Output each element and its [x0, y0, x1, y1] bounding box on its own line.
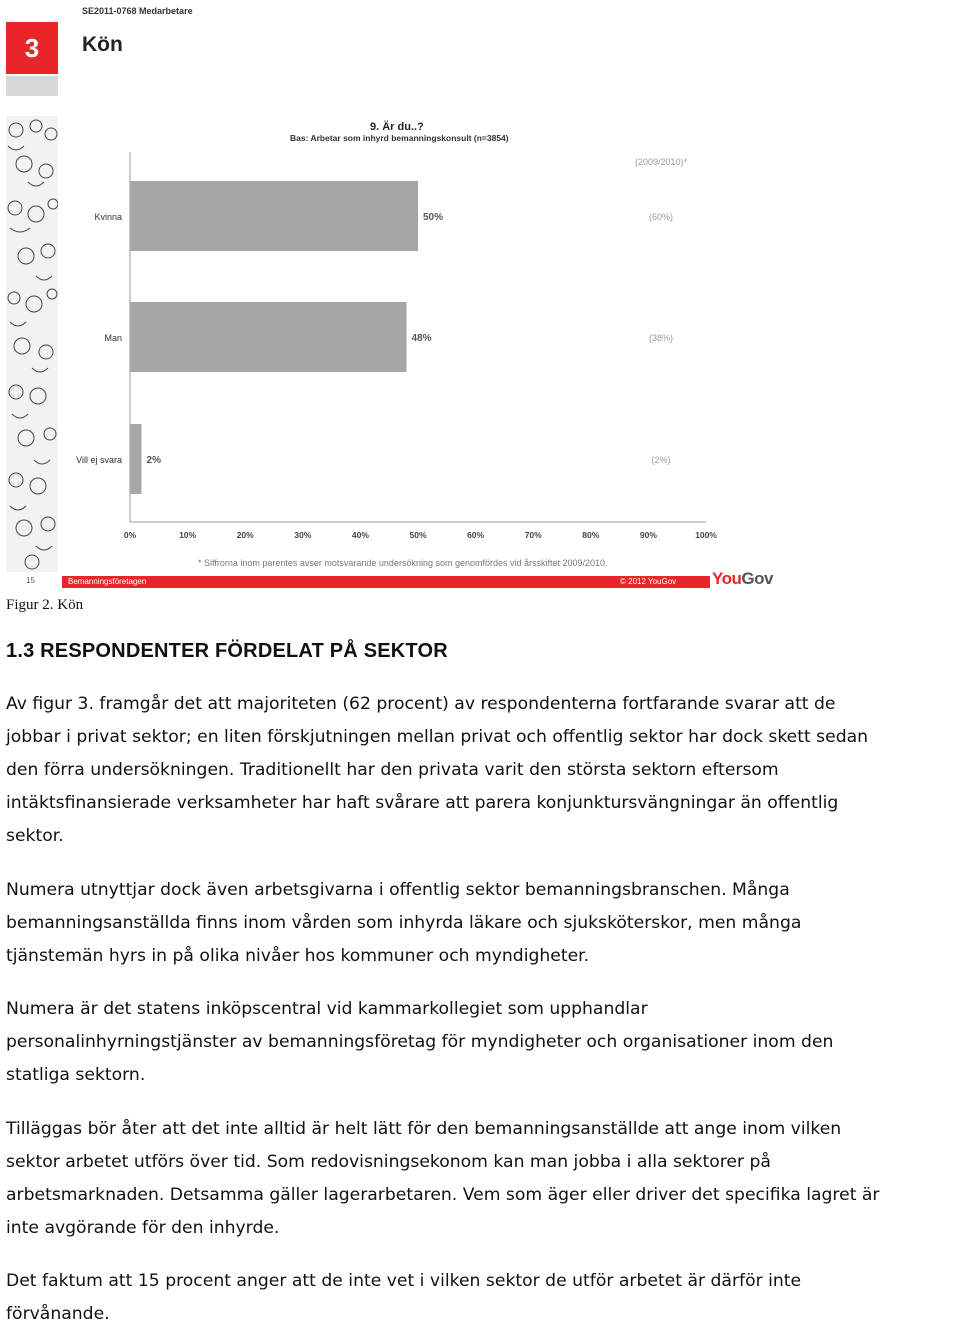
slide-number-badge: 3	[6, 22, 58, 74]
x-tick-label: 70%	[524, 530, 542, 540]
paragraph-5	[6, 1265, 960, 1331]
paragraph-4	[6, 1113, 960, 1245]
bar-3	[130, 424, 142, 494]
paragraph-2	[6, 874, 960, 973]
logo-you: You	[712, 569, 742, 588]
bar-2	[130, 302, 406, 372]
chart-footnote: * Siffrorna inom parentes avser motsvarande undersökning som genomfördes vid årsskiftet 2009/2010.	[198, 558, 608, 568]
chart-subtitle: Bas: Arbetar som inhyrd bemanningskonsult (n=3854)	[290, 133, 509, 143]
value-label: 50%	[423, 212, 444, 223]
figure-caption: Figur 2. Kön	[6, 597, 84, 613]
yougov-logo	[712, 569, 773, 589]
paragraph-line: sektor.	[6, 826, 64, 846]
logo-gov: Gov	[741, 569, 773, 588]
comparison-label: (60%)	[648, 212, 674, 222]
paragraph-1	[6, 688, 960, 853]
bar-1	[130, 181, 418, 251]
x-tick-label: 50%	[409, 530, 427, 540]
paragraph-line: inte avgörande för den inhyrde.	[6, 1218, 280, 1238]
paragraph-line: den förra undersökningen. Traditionellt har den privata varit den största sektorn eftersom	[6, 760, 779, 780]
comparison-header: (2009/2010)*	[634, 157, 688, 167]
x-tick-label: 0%	[123, 530, 137, 540]
category-label: Man	[104, 333, 122, 343]
category-label: Vill ej svara	[76, 455, 122, 465]
slide-footer-bar	[62, 576, 710, 588]
slide-reference: SE2011-0768 Medarbetare	[82, 6, 193, 16]
paragraph-line: Numera är det statens inköpscentral vid kammarkollegiet som upphandlar	[6, 999, 648, 1019]
paragraph-line: personalinhyrningstjänster av bemanningsföretag för myndigheter och organisationer inom den	[6, 1032, 834, 1052]
chart-title: 9. Är du..?	[370, 121, 424, 133]
x-tick-label: 30%	[294, 530, 312, 540]
paragraph-line: bemanningsanställda finns inom vården som inhyrda läkare och sjuksköterskor, men många	[6, 913, 802, 933]
footer-company: Bemanningsföretagen	[68, 577, 147, 586]
paragraph-line: intäktsfinansierade verksamheter har haft svårare att parera konjunktursvängningar än offentlig	[6, 793, 839, 813]
paragraph-line: statliga sektorn.	[6, 1065, 146, 1085]
slide-title: Kön	[82, 33, 123, 56]
category-label: Kvinna	[94, 212, 122, 222]
x-tick-label: 60%	[467, 530, 485, 540]
paragraph-line: Av figur 3. framgår det att majoriteten (62 procent) av respondenterna fortfarande svarar att de	[6, 694, 836, 714]
x-tick-label: 20%	[236, 530, 254, 540]
value-label: 48%	[411, 333, 432, 344]
figure-slide	[0, 0, 790, 592]
paragraph-line: tjänstemän hyrs in på olika nivåer hos kommuner och myndigheter.	[6, 946, 590, 966]
x-tick-label: 90%	[639, 530, 657, 540]
section-heading: 1.3 RESPONDENTER FÖRDELAT PÅ SEKTOR	[6, 640, 448, 662]
paragraph-line: arbetsmarknaden. Detsamma gäller lagerarbetaren. Vem som äger eller driver det specifika lagret är	[6, 1185, 880, 1205]
paragraph-3	[6, 993, 960, 1092]
x-tick-label: 80%	[582, 530, 600, 540]
slide-page-number: 15	[26, 576, 35, 585]
paragraph-line: jobbar i privat sektor; en liten förskjutningen mellan privat och offentlig sektor har dock skett sedan	[6, 727, 869, 747]
x-tick-label: 10%	[179, 530, 197, 540]
footer-copyright: © 2012 YouGov	[620, 577, 677, 586]
value-label: 2%	[146, 455, 161, 466]
paragraph-line: förvånande.	[6, 1304, 110, 1324]
comparison-label: (38%)	[648, 333, 674, 343]
x-tick-label: 100%	[695, 530, 717, 540]
comparison-label: (2%)	[651, 455, 671, 465]
paragraph-line: Numera utnyttjar dock även arbetsgivarna i offentlig sektor bemanningsbranschen. Många	[6, 880, 790, 900]
x-tick-label: 40%	[351, 530, 369, 540]
bar-chart	[0, 0, 790, 592]
paragraph-line: Det faktum att 15 procent anger att de inte vet i vilken sektor de utför arbetet är därför inte	[6, 1271, 802, 1291]
paragraph-line: Tilläggas bör åter att det inte alltid är helt lätt för den bemanningsanställde att ange inom vilken	[6, 1119, 842, 1139]
paragraph-line: sektor arbetet utförs över tid. Som redovisningsekonom kan man jobba i alla sektorer på	[6, 1152, 771, 1172]
